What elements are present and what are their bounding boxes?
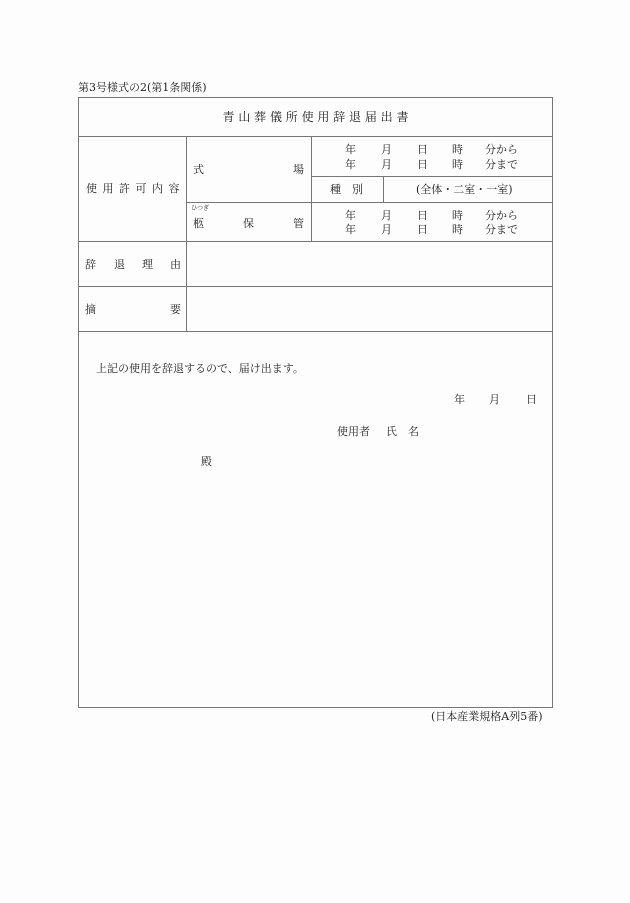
footer-note: (日本産業規格A列5番) (431, 710, 543, 723)
reason-char: 辞 (85, 258, 96, 271)
reason-field[interactable] (187, 242, 551, 286)
day-label: 日 (417, 209, 428, 222)
permit-label: 使 用 許 可 内 容 (86, 182, 181, 195)
coffin-storage-label-2: 保 (243, 217, 254, 230)
hour-label: 時 (452, 143, 463, 156)
year-label: 年 (345, 143, 356, 156)
hour-label: 時 (452, 223, 463, 236)
page-title: 青 山 葬 儀 所 使 用 辞 退 届 出 書 (222, 110, 409, 124)
day-label: 日 (417, 158, 428, 171)
year-label: 年 (345, 209, 356, 222)
type-options[interactable]: (全体・二室・一室) (416, 183, 513, 196)
day-label: 日 (417, 223, 428, 236)
user-label: 使用者 (337, 425, 370, 438)
form-number: 第3号様式の2(第1条関係) (78, 81, 207, 94)
reason-char: 理 (142, 258, 153, 271)
ceremony-hall-to[interactable] (345, 159, 518, 170)
reason-char: 退 (114, 258, 125, 271)
addressee-suffix: 殿 (201, 455, 212, 468)
coffin-storage-to[interactable] (345, 224, 518, 235)
ceremony-hall-from[interactable] (345, 144, 518, 155)
reason-char: 由 (170, 258, 181, 271)
date-year[interactable]: 年 (454, 393, 465, 406)
date-day[interactable]: 日 (526, 393, 537, 406)
divider (79, 136, 552, 137)
declaration-text: 上記の使用を辞退するので、届け出ます。 (96, 362, 304, 375)
minute-to-label: 分まで (485, 223, 518, 236)
user-name-label-1: 氏 (386, 425, 397, 438)
divider (79, 331, 552, 332)
year-label: 年 (345, 158, 356, 171)
hour-label: 時 (452, 209, 463, 222)
coffin-storage-label-3: 管 (293, 217, 304, 230)
year-label: 年 (345, 223, 356, 236)
date-month[interactable]: 月 (489, 393, 500, 406)
divider (186, 202, 552, 203)
month-label: 月 (381, 143, 392, 156)
minute-to-label: 分まで (485, 158, 518, 171)
minute-from-label: 分から (485, 143, 518, 156)
day-label: 日 (417, 143, 428, 156)
user-name-label-2[interactable]: 名 (408, 425, 419, 438)
summary-field[interactable] (187, 287, 551, 331)
summary-char: 要 (170, 303, 181, 316)
coffin-storage-from[interactable] (345, 210, 518, 221)
ceremony-hall-label-right: 場 (293, 163, 304, 176)
ceremony-hall-label-left: 式 (193, 163, 204, 176)
divider (311, 136, 312, 241)
divider (311, 176, 552, 177)
coffin-storage-label-1: 柩 (193, 217, 204, 230)
minute-from-label: 分から (485, 209, 518, 222)
type-label: 種 別 (330, 183, 363, 196)
coffin-ruby: ひつぎ (191, 205, 210, 212)
divider (383, 176, 384, 202)
month-label: 月 (381, 158, 392, 171)
month-label: 月 (381, 223, 392, 236)
summary-char: 摘 (85, 303, 96, 316)
hour-label: 時 (452, 158, 463, 171)
month-label: 月 (381, 209, 392, 222)
